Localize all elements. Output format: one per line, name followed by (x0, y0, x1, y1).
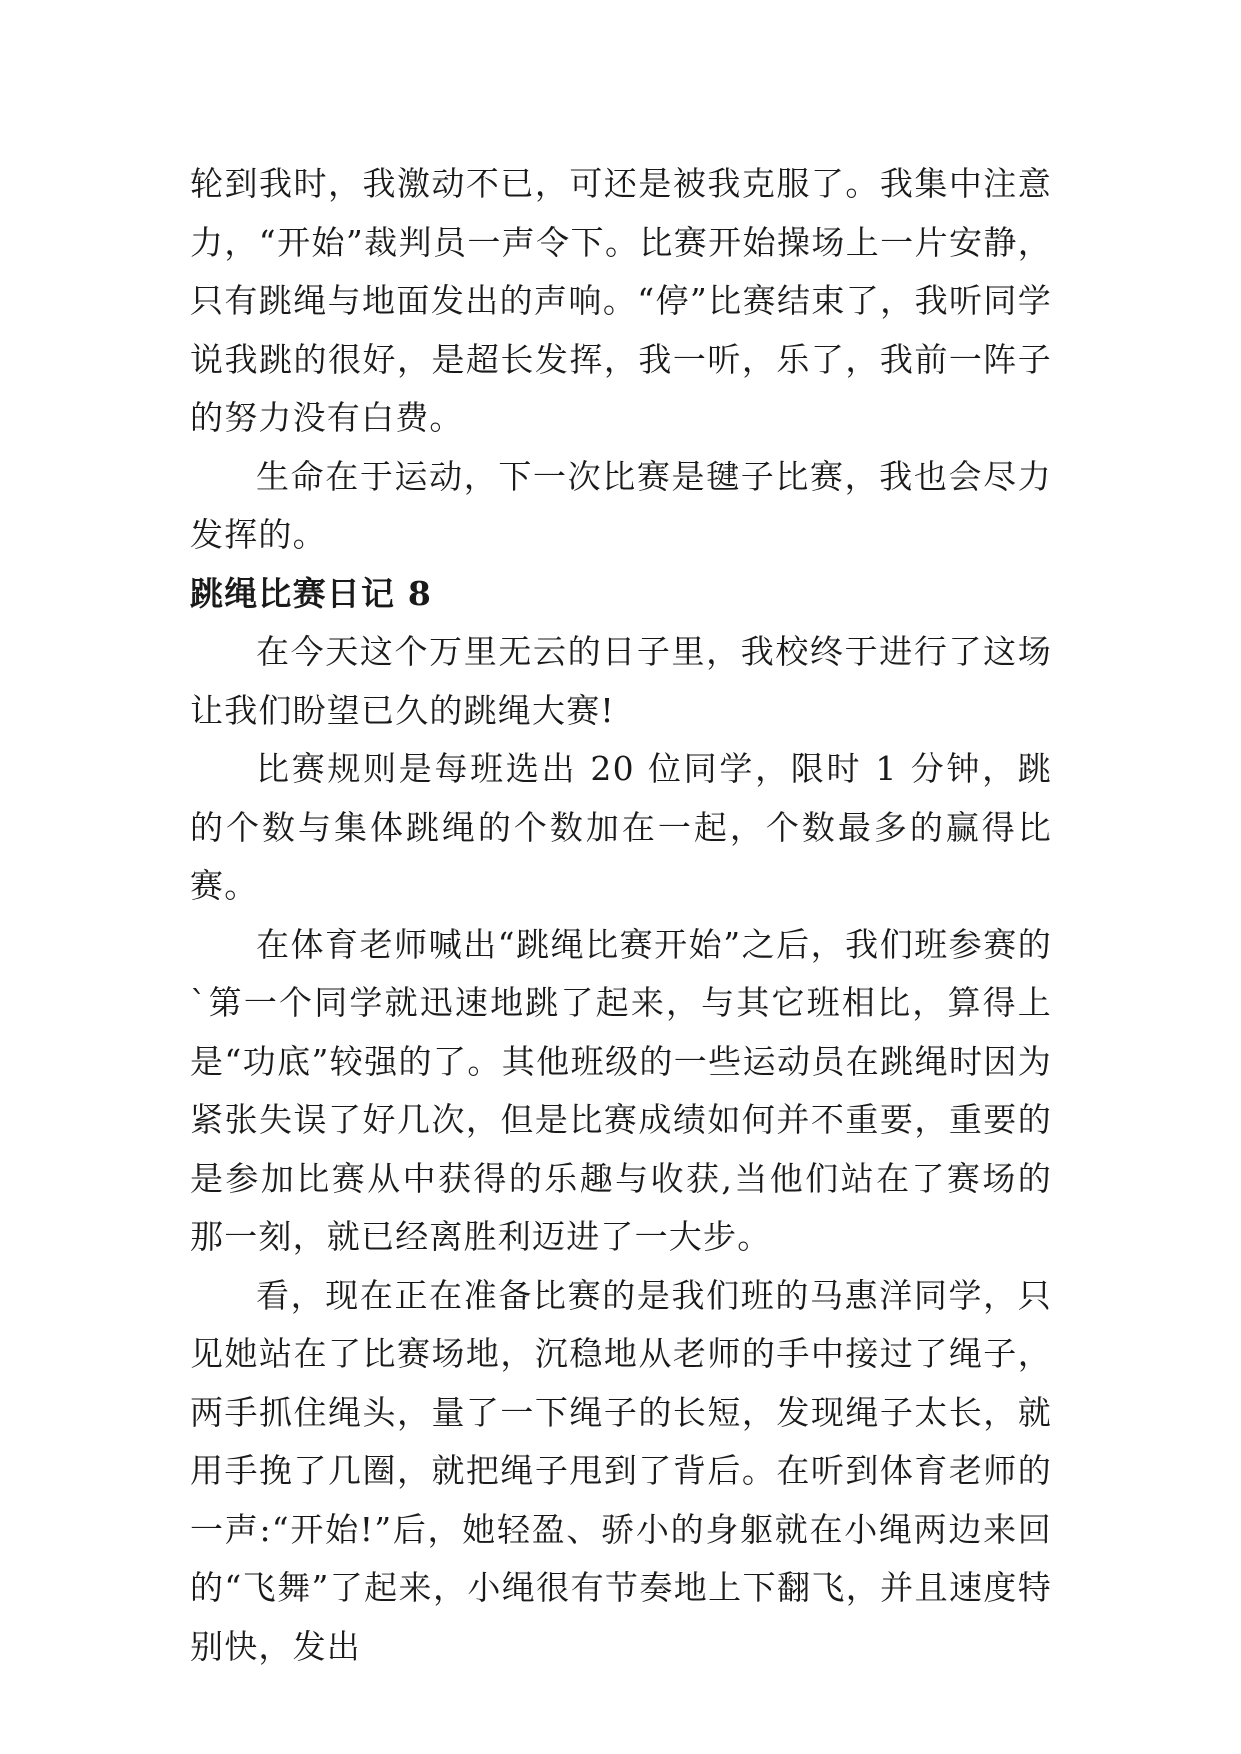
document-body (190, 155, 1052, 1676)
paragraph-intro: 在今天这个万里无云的日子里，我校终于进行了这场让我们盼望已久的跳绳大赛! (190, 632, 1052, 730)
paragraph-ma-huiyang: 看，现在正在准备比赛的是我们班的马惠洋同学，只见她站在了比赛场地，沉稳地从老师的手中接过了绳子，两手抓住绳头，量了一下绳子的长短，发现绳子太长，就用手挽了几圈，就把绳子甩到了背后。在听到体育老师的一声:“开始!”后，她轻盈、骄小的身躯就在小绳两边来回的“飞舞”了起来，小绳很有节奏地上下翻飞，并且速度特别快，发出 (190, 1275, 1052, 1666)
paragraph-first-jumper: 在体育老师喊出“跳绳比赛开始”之后，我们班参赛的`第一个同学就迅速地跳了起来，与其它班相比，算得上是“功底”较强的了。其他班级的一些运动员在跳绳时因为紧张失误了好几次，但是比赛成绩如何并不重要，重要的是参加比赛从中获得的乐趣与收获,当他们站在了赛场的那一刻，就已经离胜利迈进了一大步。 (190, 924, 1052, 1256)
paragraph-next-contest: 生命在于运动，下一次比赛是毽子比赛，我也会尽力发挥的。 (190, 456, 1052, 554)
paragraph-rules: 比赛规则是每班选出 20 位同学，限时 1 分钟，跳的个数与集体跳绳的个数加在一起，个数最多的赢得比赛。 (190, 749, 1052, 905)
paragraph-race-turn: 轮到我时，我激动不已，可还是被我克服了。我集中注意力，“开始”裁判员一声令下。比赛开始操场上一片安静，只有跳绳与地面发出的声响。“停”比赛结束了，我听同学说我跳的很好，是超长发挥，我一听，乐了，我前一阵子的努力没有白费。 (190, 164, 1052, 437)
section-title: 跳绳比赛日记 8 (190, 573, 433, 613)
